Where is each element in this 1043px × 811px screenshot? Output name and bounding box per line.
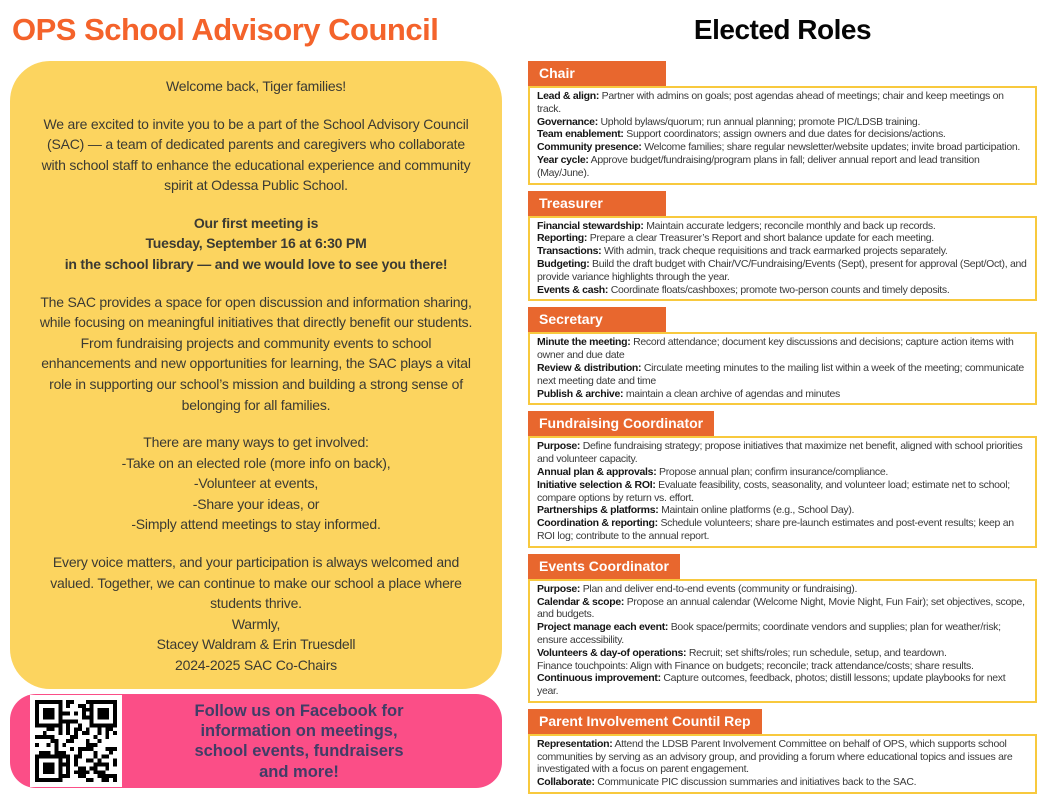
duty-text: Define fundraising strategy; propose initiatives that maximize net benefit, aligned with school priorities and volunteer capacity.: [537, 440, 1023, 466]
facebook-callout-line: school events, fundraisers: [194, 742, 404, 761]
duty-label: Continuous improvement:: [537, 672, 661, 685]
duty-text: Book space/permits; coordinate vendors and supplies; plan for weather/risk; ensure accessibility.: [537, 621, 1001, 646]
signature-line: Stacey Waldram & Erin Truesdell: [156, 636, 356, 653]
duty-label: Purpose:: [537, 440, 581, 453]
role-content: [528, 86, 1037, 185]
role-section-chair: [528, 61, 1037, 185]
page-title: OPS School Advisory Council: [12, 12, 439, 47]
duty-label: Publish & archive:: [537, 387, 624, 400]
duty-text: Recruit; set shifts/roles; run schedule, setup, and teardown.: [686, 646, 947, 659]
facebook-callout-line: Follow us on Facebook for: [194, 701, 404, 720]
role-tab: Parent Involvement Countil Rep: [528, 709, 762, 734]
qr-code-icon: [35, 700, 117, 782]
duty-text: With admin, track cheque requisitions and track earmarked projects separately.: [601, 245, 948, 258]
duty-text: Communicate PIC discussion summaries and initiatives back to the SAC.: [594, 776, 917, 789]
role-duty: [537, 440, 1028, 466]
role-duty: [537, 776, 1028, 789]
signature-line: 2024-2025 SAC Co-Chairs: [175, 656, 337, 673]
duty-text: Propose an annual calendar (Welcome Night, Movie Night, Fun Fair); set objectives, scope, and budgets.: [537, 595, 1025, 621]
duty-text: Evaluate feasibility, costs, seasonality, and volunteer load; estimate net to school; compare options by return vs. effort.: [537, 478, 1010, 504]
duty-label: Reporting:: [537, 232, 588, 245]
duty-label: Annual plan & approvals:: [537, 465, 657, 478]
duty-label: Events & cash:: [537, 283, 609, 296]
role-duty: [537, 141, 1028, 154]
sac-description-paragraph: The SAC provides a space for open discussion and information sharing, while focusing on meaningful initiatives that directly benefit our students. From fundraising projects and community events to school enhancements and new opportunities for learning, the SAC plays a vital role in supporting our school’s mission and building a strong sense of belonging for all families.: [39, 293, 473, 413]
duty-label: Collaborate:: [537, 776, 595, 789]
role-duty: [537, 738, 1028, 776]
duty-label: Team enablement:: [537, 128, 624, 141]
facebook-callout-line: and more!: [259, 762, 339, 781]
role-duty: [537, 466, 1028, 479]
duty-text: Welcome families; share regular newsletter/website updates; invite broad participation.: [641, 141, 1021, 154]
duty-text: Support coordinators; assign owners and due dates for decisions/actions.: [623, 128, 946, 141]
role-duty: [537, 517, 1028, 543]
duty-label: Community presence:: [537, 141, 642, 154]
role-content: [528, 436, 1037, 547]
role-duty: [537, 362, 1028, 388]
role-duty: [537, 479, 1028, 505]
role-tab: Chair: [528, 61, 666, 86]
duty-label: Governance:: [537, 115, 598, 128]
role-duty: [537, 388, 1028, 401]
role-tab: Treasurer: [528, 191, 666, 216]
duty-label: Budgeting:: [537, 257, 590, 270]
duty-label: Purpose:: [537, 582, 581, 595]
role-section-events-coordinator: [528, 554, 1037, 703]
duty-label: Minute the meeting:: [537, 336, 631, 349]
role-content: [528, 579, 1037, 703]
duty-text: Attend the LDSB Parent Involvement Committee on behalf of OPS, which supports school communities by serving as an advisory group, and providing a forum where educational topics and issues are investigated with a focus on parent engagement.: [537, 737, 1013, 776]
duty-text: Build the draft budget with Chair/VC/Fundraising/Events (Sept), present for approval (Sept/Oct), and provide variance highlights through the year.: [537, 257, 1027, 283]
duty-label: Coordination & reporting:: [537, 517, 658, 530]
role-content: [528, 332, 1037, 405]
duty-text: maintain a clean archive of agendas and minutes: [623, 387, 840, 400]
roles-title: Elected Roles: [693, 14, 872, 45]
role-duty: [537, 672, 1028, 698]
role-duty: [537, 583, 1028, 596]
duty-label: Review & distribution:: [537, 361, 642, 374]
duty-text: Uphold bylaws/quorum; run annual planning; promote PIC/LDSB training.: [597, 115, 921, 128]
role-duty: [537, 596, 1028, 622]
left-column: [10, 6, 502, 800]
role-tab: Fundraising Coordinator: [528, 411, 714, 436]
closing-paragraph: Every voice matters, and your participation is always welcomed and valued. Together, we can continue to make our school a place where students thrive.: [50, 553, 462, 612]
role-tab: Events Coordinator: [528, 554, 680, 579]
role-duty: [537, 220, 1028, 233]
duty-text: Maintain accurate ledgers; reconcile monthly and back up records.: [643, 219, 936, 232]
role-duty: [537, 504, 1028, 517]
meeting-line: Our first meeting is: [193, 214, 319, 231]
duty-text: Circulate meeting minutes to the mailing list within a week of the meeting; communicate next meeting date and time: [537, 361, 1024, 387]
role-section-fundraising-coordinator: [528, 411, 1037, 547]
duty-text: Coordinate floats/cashboxes; promote two-person counts and timely deposits.: [608, 283, 950, 296]
duty-text: Capture outcomes, feedback, photos; distill lessons; update playbooks for next year.: [537, 672, 1006, 698]
signature-line: Warmly,: [231, 615, 281, 632]
role-section-secretary: [528, 307, 1037, 405]
duty-text: Schedule volunteers; share pre-launch estimates and post-event results; keep an ROI log; contribute to the annual report.: [537, 517, 1014, 542]
role-duty: [537, 336, 1028, 362]
duty-text: Record attendance; document key discussions and decisions; capture action items with owner and due date: [537, 336, 1014, 362]
duty-label: Calendar & scope:: [537, 595, 625, 608]
duty-text: Finance touchpoints: Align with Finance on budgets; reconcile; track attendance/costs; share results.: [537, 659, 974, 672]
ways-to-get-involved: [36, 432, 476, 535]
welcome-line: Welcome back, Tiger families!: [166, 78, 346, 94]
duty-text: Approve budget/fundraising/program plans in fall; deliver annual report and lead transition (May/June).: [537, 153, 980, 179]
role-duty: [537, 154, 1028, 180]
welcome-card: [10, 61, 502, 689]
meeting-announcement: [36, 213, 476, 275]
role-duty: [537, 245, 1028, 258]
meeting-line: in the school library — and we would love to see you there!: [64, 256, 448, 273]
duty-label: Transactions:: [537, 245, 602, 258]
duty-label: Partnerships & platforms:: [537, 504, 659, 517]
role-duty: [537, 647, 1028, 660]
duty-label: Project manage each event:: [537, 621, 669, 634]
role-content: [528, 216, 1037, 302]
right-column: [528, 6, 1037, 800]
role-duty: [537, 660, 1028, 673]
duty-text: Partner with admins on goals; post agendas ahead of meetings; chair and keep meetings on track.: [537, 90, 1004, 115]
role-duty: [537, 128, 1028, 141]
signature-block: [36, 614, 476, 676]
duty-label: Financial stewardship:: [537, 219, 644, 232]
ways-item: -Take on an elected role (more info on back),: [121, 454, 391, 471]
duty-label: Lead & align:: [537, 90, 600, 102]
role-duty: [537, 621, 1028, 647]
role-content: [528, 734, 1037, 794]
facebook-card: [10, 694, 502, 788]
facebook-callout: [122, 701, 502, 783]
intro-paragraph: We are excited to invite you to be a part of the School Advisory Council (SAC) — a team of dedicated parents and caregivers who collaborate with school staff to enhance the educational experience and community spirit at Odessa Public School.: [41, 115, 471, 194]
role-duty: [537, 90, 1028, 116]
duty-text: Plan and deliver end-to-end events (community or fundraising).: [580, 582, 858, 595]
duty-label: Year cycle:: [537, 153, 589, 166]
duty-text: Prepare a clear Treasurer’s Report and short balance update for each meeting.: [587, 232, 934, 245]
role-section-treasurer: [528, 191, 1037, 302]
ways-item: -Volunteer at events,: [193, 475, 319, 492]
ways-intro: There are many ways to get involved:: [143, 434, 369, 451]
duty-text: Propose annual plan; confirm insurance/compliance.: [656, 465, 888, 478]
duty-label: Representation:: [537, 737, 613, 750]
role-duty: [537, 258, 1028, 284]
role-duty: [537, 284, 1028, 297]
meeting-line: Tuesday, September 16 at 6:30 PM: [145, 235, 367, 252]
qr-code: [30, 695, 122, 787]
facebook-callout-line: information on meetings,: [200, 722, 398, 740]
ways-item: -Simply attend meetings to stay informed.: [131, 516, 381, 533]
role-tab: Secretary: [528, 307, 666, 332]
role-section-parent-involvement-rep: [528, 709, 1037, 794]
duty-label: Volunteers & day-of operations:: [537, 646, 687, 659]
ways-item: -Share your ideas, or: [192, 495, 320, 512]
role-duty: [537, 232, 1028, 245]
role-duty: [537, 116, 1028, 129]
duty-label: Initiative selection & ROI:: [537, 478, 656, 491]
duty-text: Maintain online platforms (e.g., School Day).: [658, 504, 855, 517]
